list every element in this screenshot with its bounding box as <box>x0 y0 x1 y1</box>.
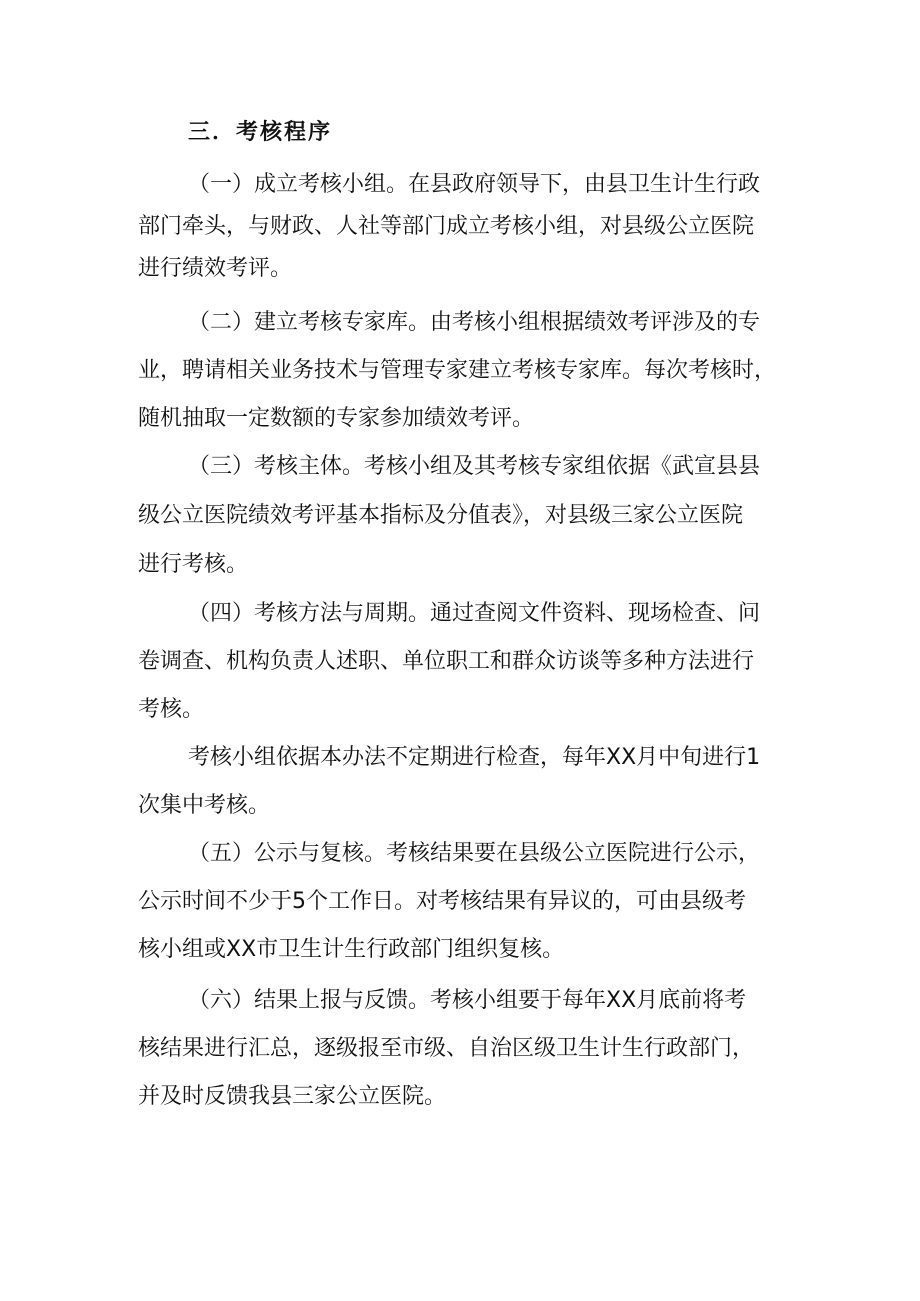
paragraph-5-line-1: 考核小组依据本办法不定期进行检查，每年XX月中旬进行1 <box>188 745 761 770</box>
paragraph-1-line-3: 进行绩效考评。 <box>138 256 293 281</box>
paragraph-1-line-1: （一）成立考核小组。在县政府领导下，由县卫生计生行政 <box>188 172 761 197</box>
paragraph-3-line-1: （三）考核主体。考核小组及其考核专家组依据《武宣县县 <box>188 454 761 479</box>
paragraph-2-line-2: 业，聘请相关业务技术与管理专家建立考核专家库。每次考核时， <box>138 358 777 383</box>
section-heading: 三．考核程序 <box>188 120 333 145</box>
paragraph-7-line-3: 并及时反馈我县三家公立医院。 <box>138 1084 447 1109</box>
paragraph-7-line-1: （六）结果上报与反馈。考核小组要于每年XX月底前将考 <box>188 988 747 1013</box>
paragraph-4-line-2: 卷调查、机构负责人述职、单位职工和群众访谈等多种方法进行 <box>138 649 755 674</box>
paragraph-6-line-3: 核小组或XX市卫生计生行政部门组织复核。 <box>138 937 565 962</box>
paragraph-6-line-2: 公示时间不少于5个工作日。对考核结果有异议的，可由县级考 <box>138 889 746 914</box>
paragraph-3-line-3: 进行考核。 <box>138 552 249 577</box>
paragraph-7-line-2: 核结果进行汇总，逐级报至市级、自治区级卫生计生行政部门， <box>138 1036 755 1061</box>
paragraph-4-line-3: 考核。 <box>138 697 205 722</box>
paragraph-4-line-1: （四）考核方法与周期。通过查阅文件资料、现场检查、问 <box>188 601 761 626</box>
paragraph-2-line-3: 随机抽取一定数额的专家参加绩效考评。 <box>138 406 535 431</box>
paragraph-1-line-2: 部门牵头，与财政、人社等部门成立考核小组，对县级公立医院 <box>138 214 755 239</box>
paragraph-2-line-1: （二）建立考核专家库。由考核小组根据绩效考评涉及的专 <box>188 310 761 335</box>
paragraph-5-line-2: 次集中考核。 <box>138 793 271 818</box>
paragraph-6-line-1: （五）公示与复核。考核结果要在县级公立医院进行公示， <box>188 841 761 866</box>
paragraph-3-line-2: 级公立医院绩效考评基本指标及分值表》，对县级三家公立医院 <box>138 503 744 528</box>
